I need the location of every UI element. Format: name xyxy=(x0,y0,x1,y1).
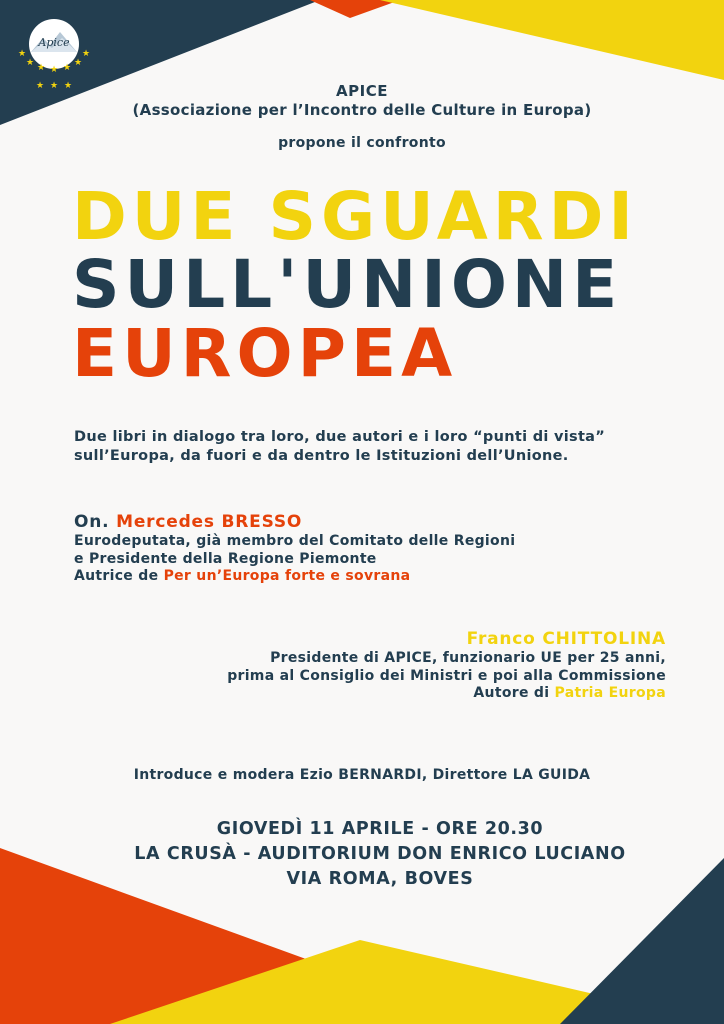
svg-text:★: ★ xyxy=(49,81,59,91)
title-line-2: SULL'UNIONE xyxy=(72,246,623,323)
moderator-text: Introduce e modera Ezio BERNARDI, Direttore LA GUIDA xyxy=(133,767,591,783)
svg-text:★: ★ xyxy=(63,81,73,91)
event-date: GIOVEDÌ 11 APRILE - ORE 20.30 xyxy=(216,819,544,839)
speaker-1-role-2: e Presidente della Regione Piemonte xyxy=(74,550,377,567)
proposes-text: propone il confronto xyxy=(278,135,446,151)
title-line-1: DUE SGUARDI xyxy=(72,178,638,255)
intro-text xyxy=(74,428,674,466)
org-full-name: (Associazione per l’Incontro delle Culture in Europa) xyxy=(132,101,592,119)
intro-line-1: Due libri in dialogo tra loro, due autori e i loro “punti di vista” xyxy=(74,429,606,445)
speaker-2-role-2: prima al Consiglio dei Ministri e poi alla Commissione xyxy=(227,667,666,684)
svg-text:★: ★ xyxy=(49,65,59,75)
event-place: LA CRUSÀ - AUDITORIUM DON ENRICO LUCIANO xyxy=(134,844,626,864)
speaker-1-book-title: Per un’Europa forte e sovrana xyxy=(163,568,411,584)
speaker-1-role-1: Eurodeputata, già membro del Comitato delle Regioni xyxy=(74,533,516,549)
svg-text:★: ★ xyxy=(81,49,91,59)
svg-text:★: ★ xyxy=(73,58,83,68)
title-line-3: EUROPEA xyxy=(72,315,458,392)
svg-text:★: ★ xyxy=(25,58,35,68)
speaker-2-book-title: Patria Europa xyxy=(554,685,666,701)
intro-line-2: sull’Europa, da fuori e da dentro le Istituzioni dell’Unione. xyxy=(74,448,569,464)
speaker-1-title: On. xyxy=(74,512,110,532)
top-right-yellow-triangle xyxy=(380,0,724,80)
speaker-1-book-prefix: Autrice de xyxy=(74,568,159,584)
event-address: VIA ROMA, BOVES xyxy=(286,869,474,889)
top-orange-triangle xyxy=(310,0,400,18)
speaker-2-name: Franco CHITTOLINA xyxy=(466,629,666,649)
svg-text:★: ★ xyxy=(17,49,27,59)
speaker-1 xyxy=(74,511,515,586)
speaker-2-book-prefix: Autore di xyxy=(473,685,550,701)
svg-text:★: ★ xyxy=(62,63,72,73)
speaker-2-book-line xyxy=(227,685,666,703)
speaker-1-name: Mercedes BRESSO xyxy=(116,512,303,532)
svg-text:★: ★ xyxy=(35,81,45,91)
event-details xyxy=(0,817,724,892)
svg-text:★: ★ xyxy=(36,63,46,73)
logo-text: Apice xyxy=(38,36,70,49)
speaker-2-role-1: Presidente di APICE, funzionario UE per 25 anni, xyxy=(270,650,666,666)
speaker-1-heading xyxy=(74,511,515,533)
speaker-1-book-line xyxy=(74,568,515,586)
org-name: APICE xyxy=(336,82,388,100)
speaker-2 xyxy=(227,628,666,703)
